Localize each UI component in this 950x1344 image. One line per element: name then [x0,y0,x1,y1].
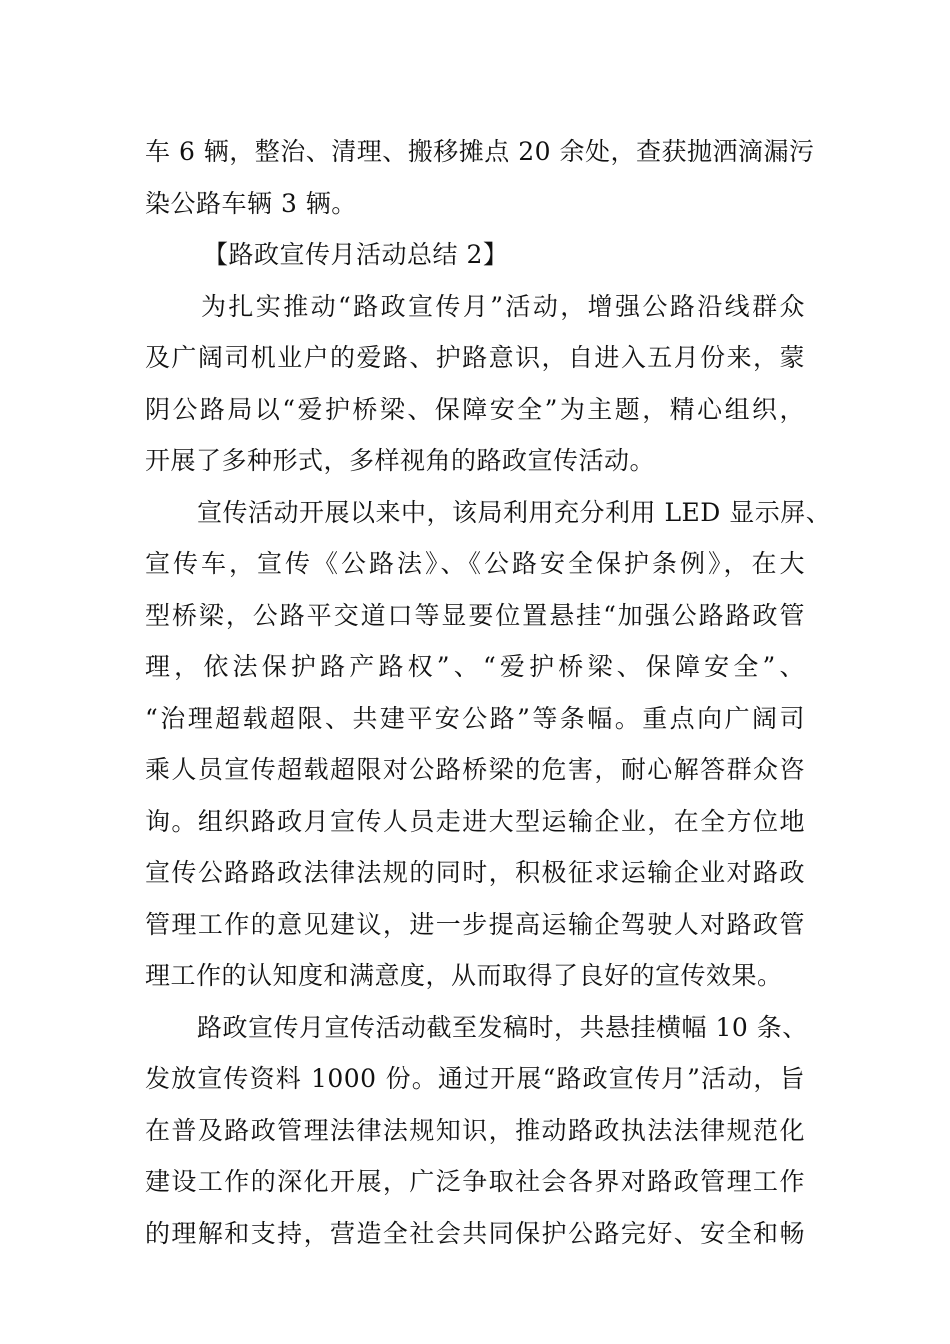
paragraph-line: 建设工作的深化开展，广泛争取社会各界对路政管理工作 [145,1167,805,1196]
paragraph-line: 型桥梁，公路平交道口等显要位置悬挂“加强公路路政管 [145,600,805,630]
paragraph-line: 发放宣传资料 1000 份。通过开展“路政宣传月”活动，旨 [145,1064,805,1093]
paragraph-line: 染公路车辆 3 辆。 [145,188,357,218]
paragraph-line: 开展了多种形式，多样视角的路政宣传活动。 [145,446,656,475]
document-page [145,126,832,1259]
paragraph-line: 路政宣传月宣传活动截至发稿时，共悬挂横幅 10 条、 [197,1012,808,1042]
paragraph-line: “治理超载超限、共建平安公路”等条幅。重点向广阔司 [145,703,805,733]
paragraph-line: 宣传车，宣传《公路法》、《公路安全保护条例》，在大 [145,549,805,578]
paragraph-line: 的理解和支持，营造全社会共同保护公路完好、安全和畅 [145,1218,805,1248]
paragraph-line: 理，依法保护路产路权”、“爱护桥梁、保障安全”、 [145,652,805,681]
paragraph-line: 乘人员宣传超载超限对公路桥梁的危害，耐心解答群众咨 [145,755,805,784]
paragraph-line: 及广阔司机业户的爱路、护路意识，自进入五月份来，蒙 [145,343,805,372]
paragraph-line: 宣传公路路政法律法规的同时，积极征求运输企业对路政 [145,858,805,887]
paragraph-line: 询。组织路政月宣传人员走进大型运输企业，在全方位地 [145,806,805,836]
section-heading: 【路政宣传月活动总结 2】 [203,240,509,269]
paragraph-line: 车 6 辆，整治、清理、搬移摊点 20 余处，查获抛洒滴漏污 [145,137,815,166]
paragraph-line: 管理工作的意见建议，进一步提高运输企驾驶人对路政管 [145,909,805,939]
paragraph-line: 理工作的认知度和满意度，从而取得了良好的宣传效果。 [145,961,783,990]
paragraph-line: 阴公路局以“爱护桥梁、保障安全”为主题，精心组织， [145,394,805,424]
paragraph-line: 为扎实推动“路政宣传月”活动，增强公路沿线群众 [201,291,805,321]
paragraph-line: 宣传活动开展以来中，该局利用充分利用 LED 显示屏、 [197,497,832,527]
paragraph-line: 在普及路政管理法律法规知识，推动路政执法法律规范化 [145,1115,805,1145]
